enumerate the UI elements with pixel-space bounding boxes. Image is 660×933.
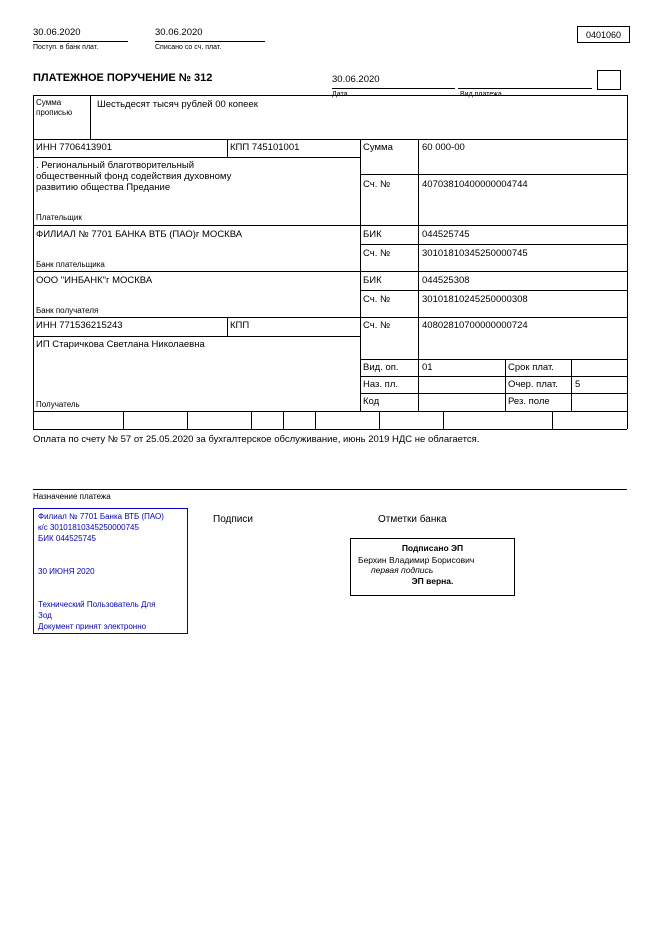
bank-stamp-line xyxy=(38,555,187,566)
payee-bank-bik-value: 044525308 xyxy=(422,275,470,286)
table-rule xyxy=(187,411,188,429)
payer-inn: ИНН 7706413901 xyxy=(36,142,113,153)
table-rule xyxy=(227,317,228,336)
table-rule xyxy=(443,411,444,429)
table-rule xyxy=(571,359,572,411)
due-date-label: Срок плат. xyxy=(508,362,554,373)
payment-kind-box xyxy=(597,70,621,90)
bank-stamp-line xyxy=(38,544,187,555)
bank-stamp-line: к/с 30101810345250000745 xyxy=(38,523,139,532)
ep-validity: ЭП верна. xyxy=(411,576,454,586)
priority-value: 5 xyxy=(575,379,581,390)
table-rule xyxy=(418,139,419,411)
payee-bank-bik-label: БИК xyxy=(363,275,382,286)
payer-bank-account-value: 30101810345250000745 xyxy=(422,248,528,259)
payee-kpp-label: КПП xyxy=(230,320,250,331)
priority-label: Очер. плат. xyxy=(508,379,558,390)
payee-bank-account-label: Сч. № xyxy=(363,294,391,305)
table-rule xyxy=(360,174,627,175)
underline xyxy=(332,88,455,89)
table-rule xyxy=(360,376,627,377)
table-rule xyxy=(360,290,627,291)
date-received-label: Поступ. в банк плат. xyxy=(33,44,99,51)
payee-bank-name: ООО "ИНБАНК"г МОСКВА xyxy=(36,275,153,286)
payee-account-label: Сч. № xyxy=(363,320,391,331)
date-debited-label: Списано со сч. плат. xyxy=(155,44,222,51)
code-label: Код xyxy=(363,396,380,407)
purpose-section-label: Назначение платежа xyxy=(33,492,111,501)
form-code: 0401060 xyxy=(585,29,622,40)
bank-stamp-line xyxy=(38,577,187,588)
reserve-label: Рез. поле xyxy=(508,396,550,407)
table-rule xyxy=(360,139,361,411)
payee-bank-account-value: 30101810245250000308 xyxy=(422,294,528,305)
payer-bank-bik-value: 044525745 xyxy=(422,229,470,240)
purpose-code-label: Наз. пл. xyxy=(363,379,398,390)
payee-name: ИП Старичкова Светлана Николаевна xyxy=(36,339,205,350)
bank-stamp-line: БИК 044525745 xyxy=(38,534,96,543)
table-rule xyxy=(33,95,34,429)
amount-value: 60 000-00 xyxy=(422,142,465,153)
ep-stamp-box xyxy=(350,538,515,596)
bank-stamp-box xyxy=(33,508,188,634)
payer-name-line-1: . Региональный благотворительный xyxy=(36,160,195,171)
bank-stamp-line: 30 ИЮНЯ 2020 xyxy=(38,567,95,576)
payee-account-value: 40802810700000000724 xyxy=(422,320,528,331)
date-received: 30.06.2020 xyxy=(33,27,81,38)
table-rule xyxy=(360,393,627,394)
payer-bank-bik-label: БИК xyxy=(363,229,382,240)
payer-kpp: КПП 745101001 xyxy=(230,142,300,153)
payer-bank-account-label: Сч. № xyxy=(363,248,391,259)
table-rule xyxy=(33,157,360,158)
table-rule xyxy=(379,411,380,429)
ep-signature-kind: первая подпись xyxy=(371,565,434,575)
ep-signer: Берхин Владимир Борисович xyxy=(358,555,475,565)
payee-section-label: Получатель xyxy=(36,400,80,409)
payer-name-line-2: общественный фонд содействия духовному xyxy=(36,171,232,182)
table-rule xyxy=(552,411,553,429)
table-rule xyxy=(123,411,124,429)
bank-stamp-line xyxy=(38,588,187,599)
payee-bank-section-label: Банк получателя xyxy=(36,306,99,315)
amount-words-value: Шестьдесят тысяч рублей 00 копеек xyxy=(97,99,258,110)
underline xyxy=(458,88,592,89)
op-kind-label: Вид. оп. xyxy=(363,362,399,373)
bank-marks-label: Отметки банка xyxy=(378,514,447,525)
bank-stamp-line: Технический Пользователь Для xyxy=(38,600,156,609)
table-rule xyxy=(315,411,316,429)
table-rule xyxy=(33,336,360,337)
table-rule xyxy=(33,429,627,430)
payer-section-label: Плательщик xyxy=(36,213,82,222)
bank-stamp-line: Зод xyxy=(38,611,52,620)
table-rule xyxy=(33,317,627,318)
payer-name-line-3: развитию общества Предание xyxy=(36,182,171,193)
table-rule xyxy=(627,95,628,429)
table-rule xyxy=(360,244,627,245)
table-rule xyxy=(33,225,627,226)
payer-bank-name: ФИЛИАЛ № 7701 БАНКА ВТБ (ПАО)г МОСКВА xyxy=(36,229,243,240)
table-rule xyxy=(33,139,627,140)
table-rule xyxy=(360,359,627,360)
ep-title: Подписано ЭП xyxy=(401,543,464,553)
doc-title: ПЛАТЕЖНОЕ ПОРУЧЕНИЕ № 312 xyxy=(33,72,213,84)
payer-account-label: Сч. № xyxy=(363,179,391,190)
signatures-label: Подписи xyxy=(213,514,253,525)
amount-label: Сумма xyxy=(363,142,393,153)
table-rule xyxy=(251,411,252,429)
underline xyxy=(155,41,265,42)
bank-stamp-line: Документ принят электронно xyxy=(38,622,147,631)
table-rule xyxy=(33,489,627,490)
underline xyxy=(33,41,128,42)
bank-stamp-line: Филиал № 7701 Банка ВТБ (ПАО) xyxy=(38,512,164,521)
purpose-text: Оплата по счету № 57 от 25.05.2020 за бухгалтерское обслуживание, июнь 2019 НДС не облагается. xyxy=(33,434,480,445)
op-kind-value: 01 xyxy=(422,362,433,373)
form-code-box xyxy=(577,26,630,43)
amount-words-label-2: прописью xyxy=(36,108,73,117)
payee-inn: ИНН 771536215243 xyxy=(36,320,123,331)
table-rule xyxy=(33,95,627,96)
table-rule xyxy=(227,139,228,157)
table-rule xyxy=(33,271,627,272)
table-rule xyxy=(505,359,506,411)
doc-date: 30.06.2020 xyxy=(332,74,380,85)
table-rule xyxy=(283,411,284,429)
payer-bank-section-label: Банк плательщика xyxy=(36,260,105,269)
table-rule xyxy=(90,95,91,139)
date-debited: 30.06.2020 xyxy=(155,27,203,38)
payer-account-value: 40703810400000004744 xyxy=(422,179,528,190)
amount-words-label-1: Сумма xyxy=(36,98,62,107)
